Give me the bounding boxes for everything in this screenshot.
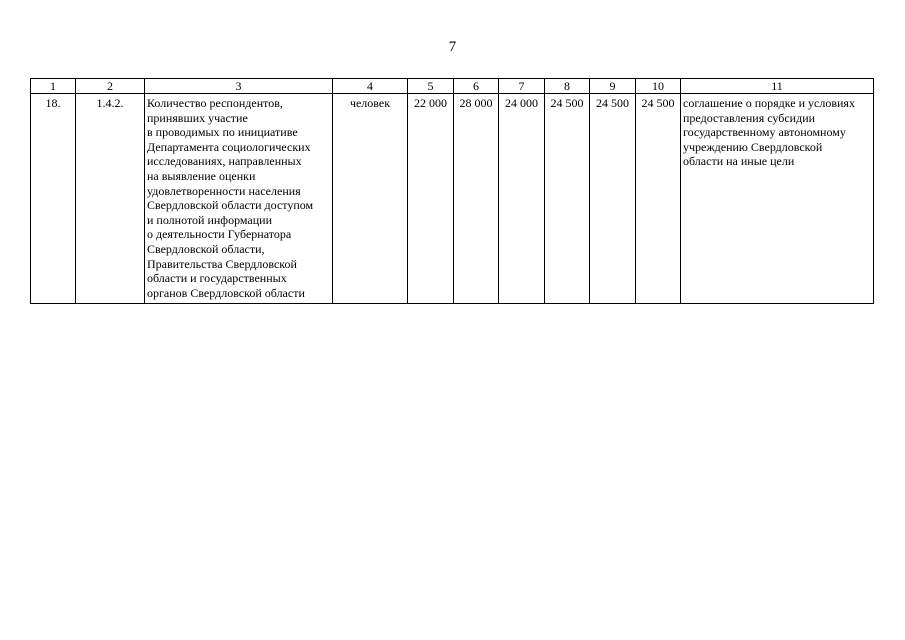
column-number: 11 xyxy=(681,79,874,94)
indicator-code: 1.4.2. xyxy=(76,94,145,304)
column-number: 6 xyxy=(454,79,499,94)
column-number: 3 xyxy=(145,79,333,94)
description-line: Департамента социологических xyxy=(147,139,311,154)
description-line: принявших участие xyxy=(147,110,248,125)
column-number: 7 xyxy=(499,79,545,94)
target-value: 24 000 xyxy=(499,94,545,304)
unit-of-measure: человек xyxy=(333,94,408,304)
column-number: 1 xyxy=(31,79,76,94)
target-value: 24 500 xyxy=(636,94,681,304)
indicator-description xyxy=(145,94,333,304)
column-number: 8 xyxy=(545,79,590,94)
description-line: о деятельности Губернатора xyxy=(147,227,292,242)
basis-document xyxy=(681,94,874,304)
description-line: Правительства Свердловской xyxy=(147,256,297,271)
description-line: Количество респондентов, xyxy=(147,96,283,110)
target-value: 24 500 xyxy=(545,94,590,304)
document-line: предоставления субсидии xyxy=(683,110,816,125)
column-number: 4 xyxy=(333,79,408,94)
description-line: Свердловской области, xyxy=(147,241,265,256)
target-value: 22 000 xyxy=(408,94,454,304)
target-value: 28 000 xyxy=(454,94,499,304)
description-line: и полнотой информации xyxy=(147,212,272,227)
indicator-table xyxy=(30,78,874,304)
document-line: учреждению Свердловской xyxy=(683,139,823,154)
target-value: 24 500 xyxy=(590,94,636,304)
description-line: области и государственных xyxy=(147,271,287,286)
description-line: на выявление оценки xyxy=(147,168,256,183)
description-line: в проводимых по инициативе xyxy=(147,125,298,140)
description-line: органов Свердловской области xyxy=(147,285,305,300)
column-number: 9 xyxy=(590,79,636,94)
column-number: 2 xyxy=(76,79,145,94)
description-line: Свердловской области доступом xyxy=(147,198,314,213)
row-number: 18. xyxy=(31,94,76,304)
description-line: исследованиях, направленных xyxy=(147,154,302,169)
column-number-row xyxy=(31,79,874,94)
page-number: 7 xyxy=(448,39,457,55)
document-line: соглашение о порядке и условиях xyxy=(683,96,855,110)
column-number: 10 xyxy=(636,79,681,94)
column-number: 5 xyxy=(408,79,454,94)
table-row xyxy=(31,94,874,304)
document-line: государственному автономному xyxy=(683,125,846,140)
document-line: области на иные цели xyxy=(683,154,795,169)
description-line: удовлетворенности населения xyxy=(147,183,301,198)
